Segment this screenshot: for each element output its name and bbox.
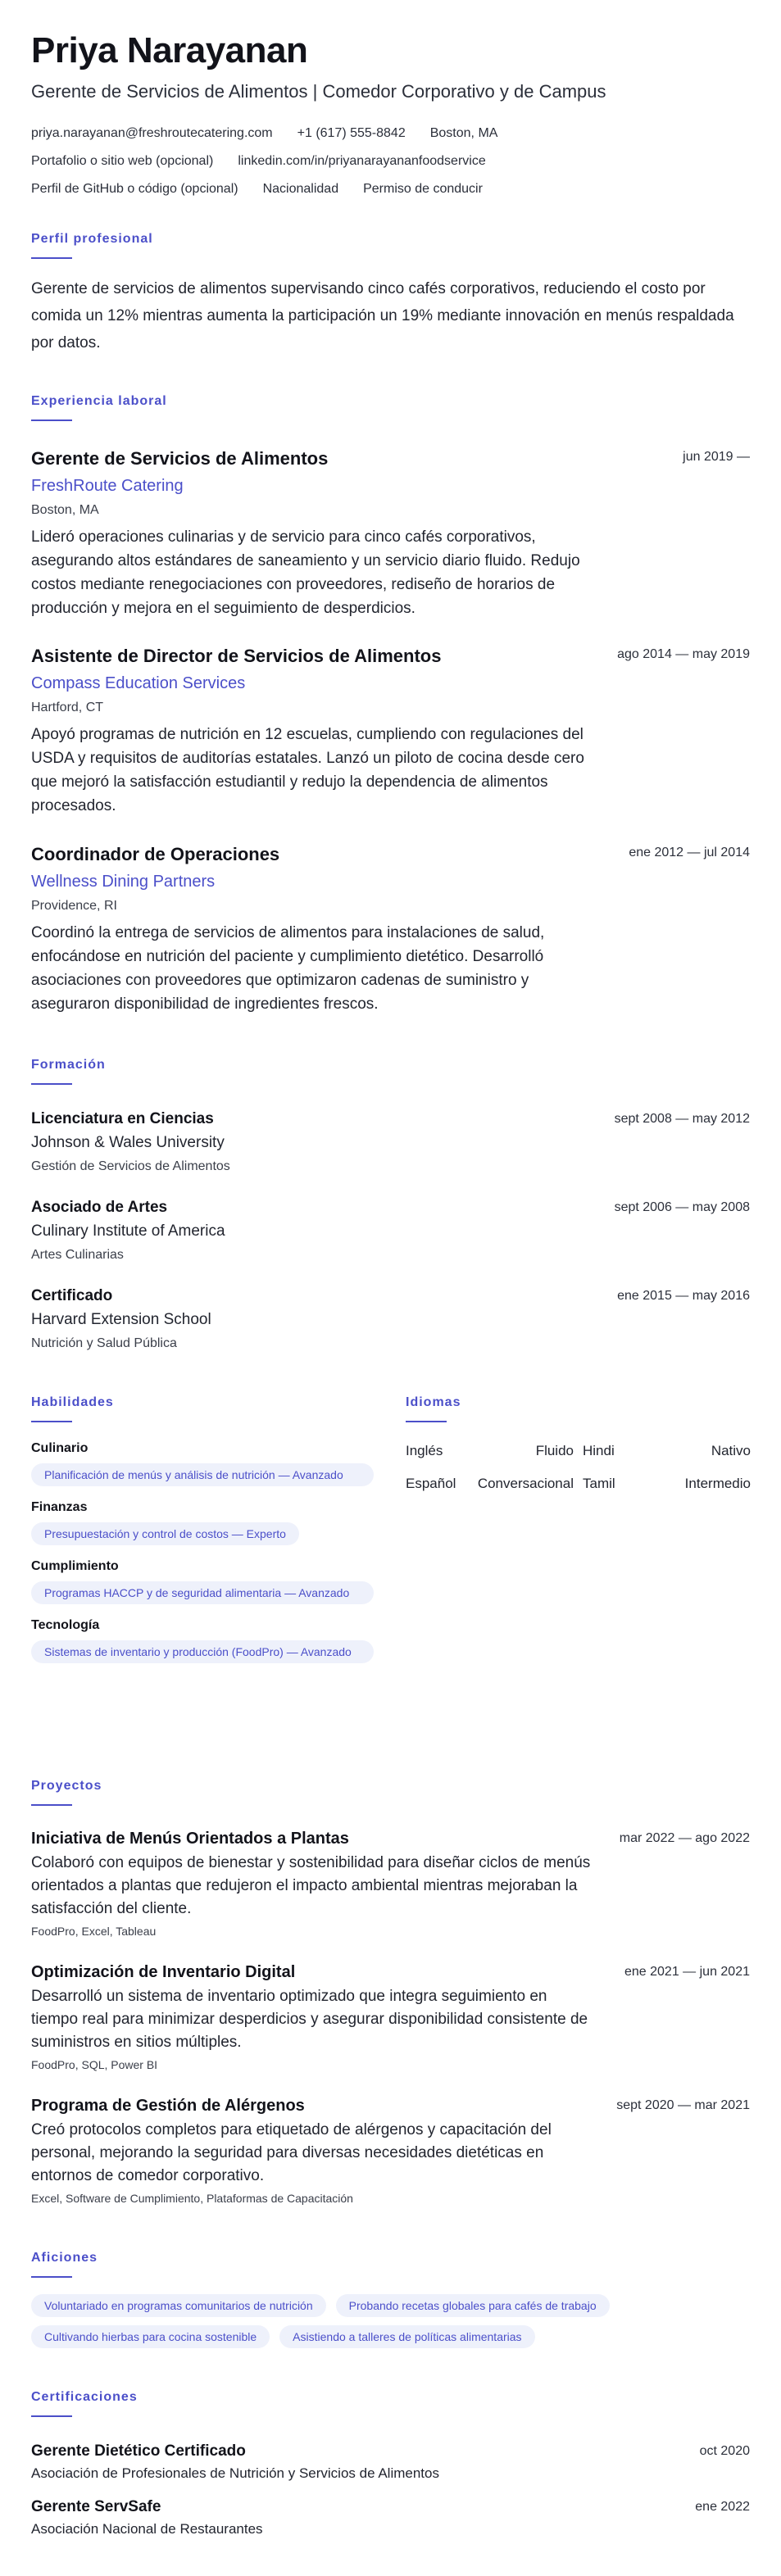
education-field: Artes Culinarias <box>31 1248 124 1262</box>
language-level: Conversacional <box>477 1476 574 1491</box>
skill-pill: Presupuestación y control de costos — Experto <box>31 1522 299 1545</box>
language-level: Fluido <box>535 1443 574 1458</box>
email-link[interactable]: priya.narayanan@freshroutecatering.com <box>31 126 273 140</box>
certification-entry <box>31 2497 750 2538</box>
project-description: Desarrolló un sistema de inventario optimizado que integra seguimiento en tiempo real para minimizar desperdicios y asegurar disponibilidad consistente de suministros en sitios múltiples. <box>31 1988 588 2051</box>
summary-text: Gerente de servicios de alimentos supervisando cinco cafés corporativos, reduciendo el costo por comida un 12% mientras aumenta la participación un 19% mediante innovación en menús respaldada por datos. <box>31 280 734 351</box>
section-rule <box>406 1421 447 1422</box>
section-title-education: Formación <box>31 1058 106 1072</box>
education-degree: Certificado <box>31 1287 113 1304</box>
education-entry <box>31 1198 750 1263</box>
project-entry <box>31 1829 750 1939</box>
hobbies-section <box>31 2250 750 2348</box>
language-name: Inglés <box>406 1443 443 1458</box>
job-dates: jun 2019 — <box>683 450 750 464</box>
project-title: Programa de Gestión de Alérgenos <box>31 2097 305 2115</box>
skill-pill: Sistemas de inventario y producción (FoodPro) — Avanzado <box>31 1640 374 1663</box>
certification-date: ene 2022 <box>695 2500 750 2514</box>
education-school: Harvard Extension School <box>31 1311 211 1328</box>
section-title-hobbies: Aficiones <box>31 2251 98 2265</box>
hobby-pill: Probando recetas globales para cafés de trabajo <box>336 2294 610 2317</box>
certification-date: oct 2020 <box>699 2444 750 2458</box>
summary-section <box>31 231 750 356</box>
section-rule <box>31 420 72 421</box>
job-location: Providence, RI <box>31 899 117 913</box>
job-entry <box>31 843 750 1016</box>
nationality-text: Nacionalidad <box>262 182 339 196</box>
job-dates: ago 2014 — may 2019 <box>617 647 750 661</box>
job-title: Gerente de Servicios de Alimentos <box>31 448 329 469</box>
contact-row-links <box>31 152 750 170</box>
section-rule <box>31 257 72 259</box>
languages-section <box>406 1395 750 1493</box>
skills-languages-block <box>31 1395 750 1739</box>
job-location: Boston, MA <box>31 503 99 517</box>
job-title: Coordinador de Operaciones <box>31 844 280 864</box>
project-dates: sept 2020 — mar 2021 <box>616 2098 750 2112</box>
section-rule <box>31 1083 72 1085</box>
skill-category: Culinario <box>31 1441 89 1455</box>
skills-section <box>31 1395 375 1663</box>
education-entry <box>31 1286 750 1352</box>
hobby-pill: Asistiendo a talleres de políticas alimentarias <box>279 2325 534 2348</box>
section-title-summary: Perfil profesional <box>31 232 153 246</box>
section-rule <box>31 2415 72 2417</box>
job-description: Lideró operaciones culinarias y de servicio para cinco cafés corporativos, asegurando altos estándares de saneamiento y un servicio diario fluido. Redujo costos mediante renegociaciones con proveedores, rediseño de horarios de producción y mejora en el seguimiento de desperdicios. <box>31 528 580 617</box>
project-dates: ene 2021 — jun 2021 <box>624 1965 750 1979</box>
skill-pill: Planificación de menús y análisis de nutrición — Avanzado <box>31 1463 374 1486</box>
hobby-pill: Voluntariado en programas comunitarios de nutrición <box>31 2294 326 2317</box>
hobby-row <box>31 2294 750 2317</box>
section-title-certifications: Certificaciones <box>31 2390 138 2404</box>
certification-entry <box>31 2442 750 2483</box>
hobby-row <box>31 2325 750 2348</box>
candidate-name: Priya Narayanan <box>31 30 308 70</box>
language-name: Tamil <box>583 1476 615 1491</box>
skill-category: Cumplimiento <box>31 1559 119 1573</box>
portfolio-link[interactable]: Portafolio o sitio web (opcional) <box>31 154 214 168</box>
job-description: Coordinó la entrega de servicios de alimentos para instalaciones de salud, enfocándose en nutrición del paciente y cumplimiento dietético. Desarrolló asociaciones con proveedores que optimizaron cadenas de suministro y aseguraron disponibilidad de ingredientes frescos. <box>31 924 545 1013</box>
project-tech: Excel, Software de Cumplimiento, Plataformas de Capacitación <box>31 2192 353 2205</box>
job-description: Apoyó programas de nutrición en 12 escuelas, cumpliendo con regulaciones del USDA y requisitos de auditorías estatales. Lanzó un piloto de cocina desde cero que mejoró la satisfacción estudiantil y redujo la dependencia de alimentos procesados. <box>31 726 584 814</box>
job-entry <box>31 645 750 818</box>
section-title-projects: Proyectos <box>31 1779 102 1793</box>
contact-row-extra <box>31 180 750 198</box>
certification-title: Gerente ServSafe <box>31 2498 161 2515</box>
section-rule <box>31 1804 72 1806</box>
section-rule <box>31 2276 72 2278</box>
job-title: Asistente de Director de Servicios de Alimentos <box>31 646 442 666</box>
license-text: Permiso de conducir <box>363 182 483 196</box>
location-text: Boston, MA <box>429 126 498 140</box>
education-school: Culinary Institute of America <box>31 1222 225 1240</box>
education-field: Gestión de Servicios de Alimentos <box>31 1159 230 1173</box>
languages-grid <box>406 1442 750 1493</box>
language-item <box>406 1442 574 1460</box>
language-item <box>583 1442 751 1460</box>
job-company: Compass Education Services <box>31 674 246 692</box>
language-level: Intermedio <box>684 1476 751 1491</box>
language-name: Hindi <box>583 1443 615 1458</box>
education-school: Johnson & Wales University <box>31 1134 225 1151</box>
project-title: Optimización de Inventario Digital <box>31 1963 296 1981</box>
linkedin-link[interactable]: linkedin.com/in/priyanarayananfoodservice <box>238 154 486 168</box>
section-title-experience: Experiencia laboral <box>31 394 167 408</box>
project-entry <box>31 1962 750 2072</box>
language-item <box>406 1475 574 1493</box>
project-description: Colaboró con equipos de bienestar y sostenibilidad para diseñar ciclos de menús orientados a plantas que redujeron el impacto ambiental mientras mejoraban la satisfacción del cliente. <box>31 1854 591 1917</box>
education-entry <box>31 1109 750 1175</box>
skill-category: Tecnología <box>31 1618 100 1632</box>
project-tech: FoodPro, SQL, Power BI <box>31 2058 158 2071</box>
skill-pill: Programas HACCP y de seguridad alimentaria — Avanzado <box>31 1581 374 1604</box>
project-dates: mar 2022 — ago 2022 <box>619 1831 750 1845</box>
section-rule <box>31 1421 72 1422</box>
education-dates: ene 2015 — may 2016 <box>617 1289 750 1303</box>
hobby-pill: Cultivando hierbas para cocina sostenible <box>31 2325 270 2348</box>
language-name: Español <box>406 1476 456 1491</box>
job-company: FreshRoute Catering <box>31 477 184 495</box>
project-description: Creó protocolos completos para etiquetado de alérgenos y capacitación del personal, mejorando la seguridad para diversas necesidades dietéticas en entornos de comedor corporativo. <box>31 2121 552 2184</box>
education-section <box>31 1057 750 1085</box>
education-dates: sept 2008 — may 2012 <box>614 1112 750 1126</box>
certification-title: Gerente Dietético Certificado <box>31 2442 246 2460</box>
job-dates: ene 2012 — jul 2014 <box>629 846 750 859</box>
github-link[interactable]: Perfil de GitHub o código (opcional) <box>31 182 238 196</box>
certification-issuer: Asociación de Profesionales de Nutrición y Servicios de Alimentos <box>31 2465 439 2481</box>
education-dates: sept 2006 — may 2008 <box>614 1200 750 1214</box>
job-company: Wellness Dining Partners <box>31 873 216 891</box>
education-degree: Asociado de Artes <box>31 1199 168 1216</box>
certification-issuer: Asociación Nacional de Restaurantes <box>31 2521 263 2537</box>
job-entry <box>31 447 750 620</box>
skill-category: Finanzas <box>31 1500 88 1514</box>
section-title-languages: Idiomas <box>406 1395 461 1409</box>
project-entry <box>31 2096 750 2206</box>
job-location: Hartford, CT <box>31 701 104 714</box>
certifications-section <box>31 2389 750 2417</box>
language-level: Nativo <box>711 1443 751 1458</box>
project-title: Iniciativa de Menús Orientados a Plantas <box>31 1830 349 1848</box>
education-degree: Licenciatura en Ciencias <box>31 1110 214 1127</box>
language-item <box>583 1475 751 1493</box>
education-field: Nutrición y Salud Pública <box>31 1336 177 1350</box>
contact-row-primary <box>31 125 750 143</box>
projects-section <box>31 1778 750 1806</box>
project-tech: FoodPro, Excel, Tableau <box>31 1925 157 1938</box>
headline: Gerente de Servicios de Alimentos | Comedor Corporativo y de Campus <box>31 81 606 102</box>
phone-link[interactable]: +1 (617) 555-8842 <box>297 126 406 140</box>
section-title-skills: Habilidades <box>31 1395 114 1409</box>
experience-section <box>31 393 750 421</box>
